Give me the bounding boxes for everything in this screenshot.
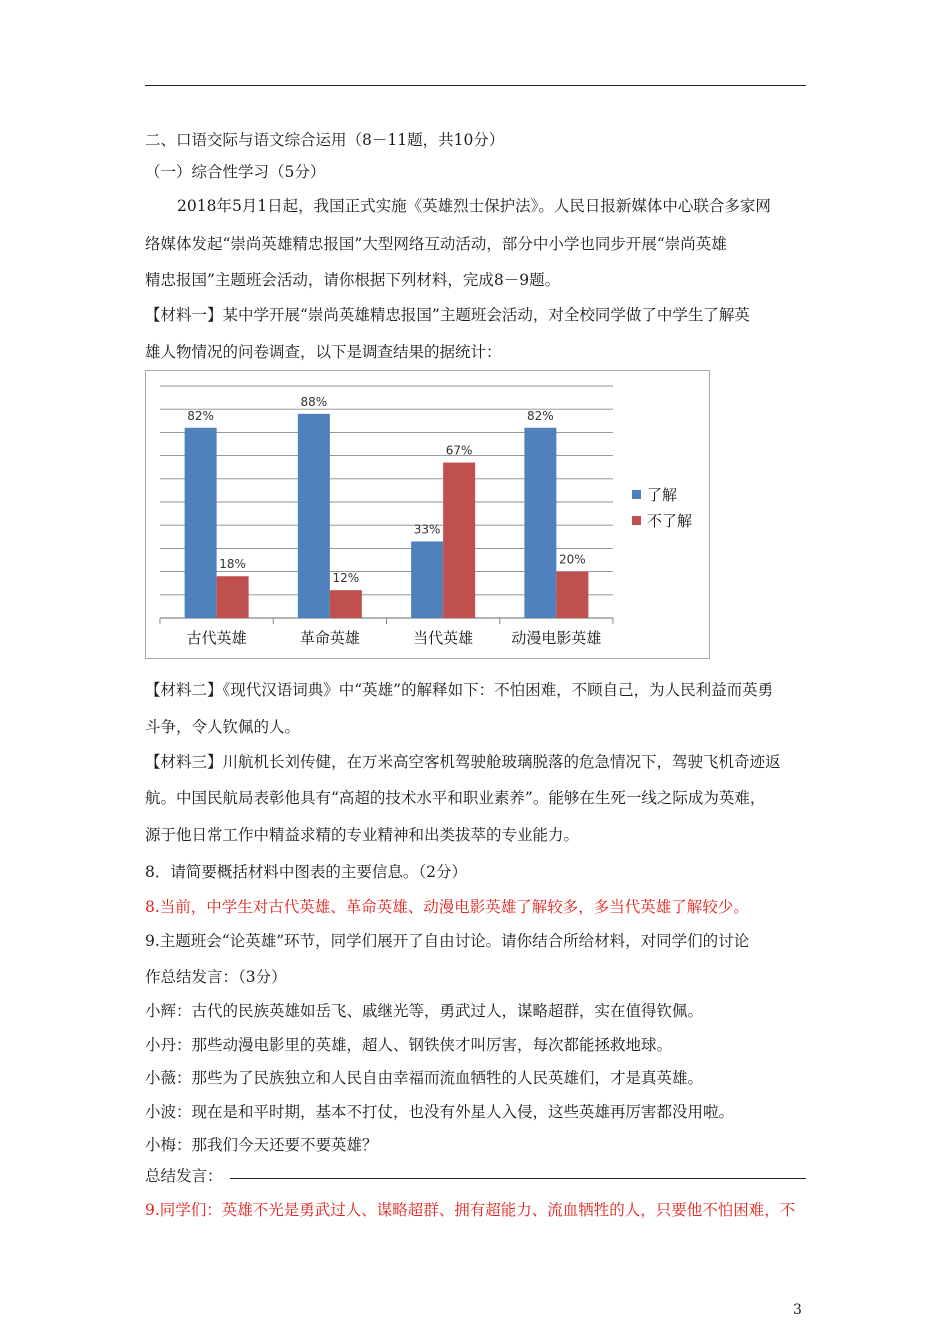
material2-line-1: 【材料二】《现代汉语词典》中“英雄”的解释如下：不怕困难，不顾自己，为人民利益而英勇 <box>145 681 774 699</box>
material1-line-2: 雄人物情况的问卷调查，以下是调查结果的据统计： <box>145 343 502 361</box>
q9-answer: 9.同学们：英雄不光是勇武过人、谋略超群、拥有超能力、流血牺牲的人，只要他不怕困难，不 <box>145 1201 796 1219</box>
section-subheading: （一）综合性学习（5分） <box>145 163 326 181</box>
legend-label: 了解 <box>647 486 678 504</box>
material3-line-3: 源于他日常工作中精益求精的专业精神和出类拔萃的专业能力。 <box>145 826 580 844</box>
bar-chart-svg <box>146 371 711 660</box>
bar-unknown <box>330 590 362 618</box>
material2-line-2: 斗争，令人钦佩的人。 <box>145 718 301 736</box>
section-heading: 二、口语交际与语文综合运用（8－11题，共10分） <box>145 131 505 149</box>
intro-line-2: 络媒体发起“崇尚英雄精忠报国”大型网络互动活动，部分中小学也同步开展“崇尚英雄 <box>145 235 727 253</box>
dialogue-line: 小丹：那些动漫电影里的英雄，超人、钢铁侠才叫厉害，每次都能拯救地球。 <box>145 1036 673 1054</box>
q9-line-2: 作总结发言：（3分） <box>145 968 287 986</box>
dialogue-line: 小波：现在是和平时期，基本不打仗，也没有外星人入侵，这些英雄再厉害都没用啦。 <box>145 1103 735 1121</box>
data-label: 12% <box>332 571 360 586</box>
material3-line-2: 航。中国民航局表彰他具有“高超的技术水平和职业素养”。能够在生死一线之际成为英难， <box>145 789 766 807</box>
q8-answer: 8.当前，中学生对古代英雄、革命英雄、动漫电影英雄了解较多，多当代英雄了解较少。 <box>145 898 749 916</box>
legend-swatch <box>632 490 641 499</box>
bar-known <box>411 541 443 618</box>
legend-label: 不了解 <box>647 512 693 530</box>
category-label: 革命英雄 <box>299 629 360 647</box>
survey-chart <box>145 370 710 659</box>
bar-unknown <box>556 572 588 618</box>
q9-line-1: 9.主题班会“论英雄”环节，同学们展开了自由讨论。请你结合所给材料，对同学们的讨论 <box>145 932 750 950</box>
data-label: 20% <box>559 552 586 567</box>
intro-line-1: 2018年5月1日起，我国正式实施《英雄烈士保护法》。人民日报新媒体中心联合多家网 <box>177 197 771 215</box>
dialogue-line: 小薇：那些为了民族独立和人民自由幸福而流血牺牲的人民英雄们，才是真英雄。 <box>145 1069 704 1087</box>
data-label: 82% <box>527 408 554 423</box>
summary-answer-blank[interactable] <box>230 1178 806 1179</box>
dialogue-line: 小梅：那我们今天还要不要英雄？ <box>145 1136 378 1154</box>
data-label: 88% <box>300 394 328 409</box>
material3-line-1: 【材料三】川航机长刘传健，在万米高空客机驾驶舱玻璃脱落的危急情况下，驾驶飞机奇迹返 <box>145 753 781 771</box>
bar-known <box>524 428 556 618</box>
dialogue-line: 小辉：古代的民族英雄如岳飞、戚继光等，勇武过人，谋略超群，实在值得钦佩。 <box>145 1002 704 1020</box>
bar-known <box>298 414 330 618</box>
summary-label: 总结发言： <box>145 1167 223 1185</box>
data-label: 33% <box>413 522 441 537</box>
q8-question: 8．请简要概括材料中图表的主要信息。（2分） <box>145 863 467 881</box>
material1-line-1: 【材料一】某中学开展“崇尚英雄精忠报国”主题班会活动，对全校同学做了中学生了解英 <box>145 306 750 324</box>
page-number: 3 <box>793 1302 802 1318</box>
category-label: 动漫电影英雄 <box>511 629 602 647</box>
data-label: 67% <box>445 443 473 458</box>
bar-known <box>185 428 217 618</box>
intro-line-3: 精忠报国”主题班会活动，请你根据下列材料，完成8－9题。 <box>145 271 561 289</box>
data-label: 18% <box>219 557 246 572</box>
category-label: 当代英雄 <box>413 629 474 647</box>
data-label: 82% <box>187 408 214 423</box>
bar-unknown <box>217 576 249 618</box>
legend-swatch <box>632 516 641 525</box>
bar-unknown <box>443 463 475 618</box>
category-label: 古代英雄 <box>186 629 247 647</box>
header-rule <box>145 85 806 86</box>
